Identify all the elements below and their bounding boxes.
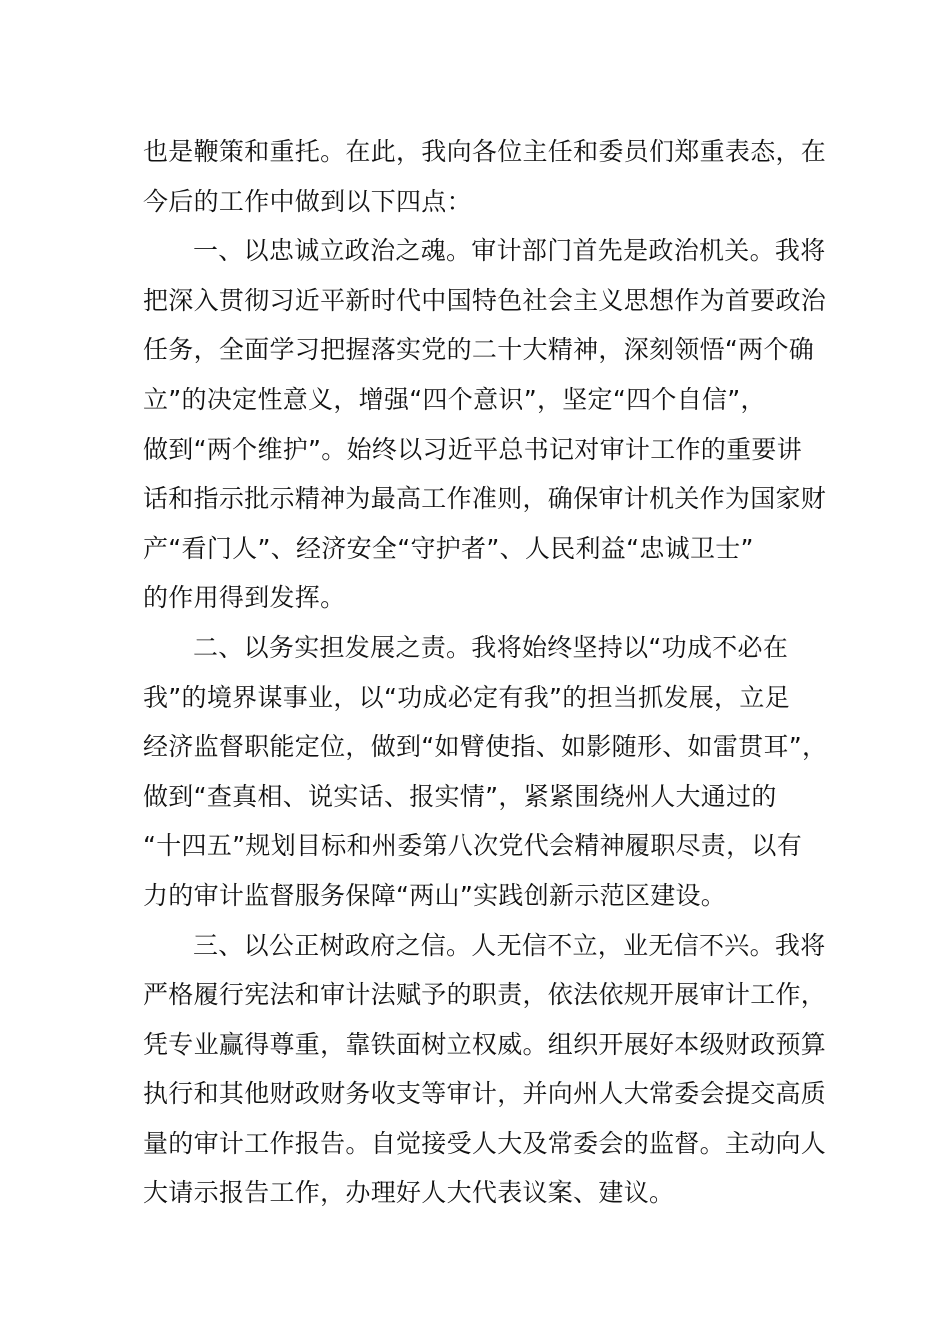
text-line: 做到“查真相、说实话、报实情”，紧紧围绕州人大通过的 (143, 781, 777, 811)
text-line: 力的审计监督服务保障“两山”实践创新示范区建设。 (143, 880, 727, 910)
text-line: 也是鞭策和重托。在此，我向各位主任和委员们郑重表态，在 (143, 137, 827, 166)
text-line: 凭专业赢得尊重，靠铁面树立权威。组织开展好本级财政预算 (143, 1029, 827, 1059)
text-line: “十四五”规划目标和州委第八次党代会精神履职尽责，以有 (143, 831, 803, 861)
text-line: 话和指示批示精神为最高工作准则，确保审计机关作为国家财 (143, 484, 827, 514)
text-line: 立”的决定性意义，增强“四个意识”，坚定“四个自信”， (143, 384, 766, 414)
text-line: 我”的境界谋事业，以“功成必定有我”的担当抓发展，立足 (143, 682, 790, 712)
paragraph-first-line: 二、以务实担发展之责。我将始终坚持以“功成不必在 (193, 632, 789, 662)
paragraph-first-line: 一、以忠诚立政治之魂。审计部门首先是政治机关。我将 (193, 236, 826, 266)
text-line: 经济监督职能定位，做到“如臂使指、如影随形、如雷贯耳”， (143, 732, 828, 762)
text-line: 今后的工作中做到以下四点： (143, 186, 472, 216)
text-line: 大请示报告工作，办理好人大代表议案、建议。 (143, 1178, 675, 1208)
text-line: 做到“两个维护”。始终以习近平总书记对审计工作的重要讲 (143, 434, 803, 464)
text-line: 把深入贯彻习近平新时代中国特色社会主义思想作为首要政治 (143, 285, 827, 315)
document-body (143, 127, 828, 1218)
text-line: 执行和其他财政财务收支等审计，并向州人大常委会提交高质 (143, 1079, 827, 1109)
text-line: 产“看门人”、经济安全“守护者”、人民利益“忠诚卫士” (143, 533, 754, 563)
paragraph-first-line: 三、以公正树政府之信。人无信不立，业无信不兴。我将 (193, 930, 826, 960)
text-line: 严格履行宪法和审计法赋予的职责，依法依规开展审计工作， (143, 980, 827, 1010)
text-line: 量的审计工作报告。自觉接受人大及常委会的监督。主动向人 (143, 1128, 827, 1158)
text-line: 的作用得到发挥。 (143, 583, 346, 613)
text-line: 任务，全面学习把握落实党的二十大精神，深刻领悟“两个确 (143, 335, 815, 365)
